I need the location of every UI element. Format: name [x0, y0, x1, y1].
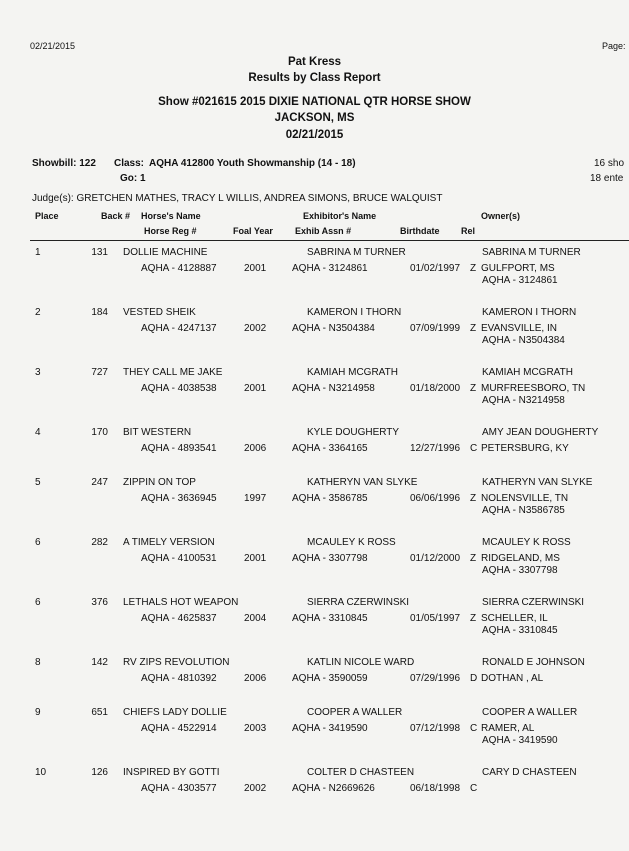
owner-name: MCAULEY K ROSS: [482, 537, 571, 548]
owner-name: SABRINA M TURNER: [482, 247, 581, 258]
exhib-assn: AQHA - 3586785: [292, 493, 368, 504]
exhibitor-name: KYLE DOUGHERTY: [307, 427, 400, 438]
report-title: Results by Class Report: [248, 72, 381, 84]
shown-count: 16 sho: [594, 158, 625, 169]
place: 3: [35, 367, 41, 378]
owner-reg: AQHA - 3307798: [482, 565, 558, 576]
horse-reg: AQHA - 4303577: [141, 783, 217, 794]
birthdate: 12/27/1996: [410, 443, 461, 454]
exhibitor-name: COLTER D CHASTEEN: [307, 767, 415, 778]
horse-reg: AQHA - 4100531: [141, 553, 217, 564]
rel-code: Z: [470, 383, 477, 394]
foal-year: 2001: [244, 383, 267, 394]
foal-year: 1997: [244, 493, 267, 504]
owner-city: PETERSBURG, KY: [481, 443, 569, 454]
foal-year: 2002: [244, 323, 267, 334]
owner-city: RAMER, AL: [481, 723, 535, 734]
horse-name: RV ZIPS REVOLUTION: [123, 657, 230, 668]
show-location: JACKSON, MS: [274, 112, 355, 124]
exhibitor-name: KATHERYN VAN SLYKE: [307, 477, 418, 488]
birthdate: 07/09/1999: [410, 323, 461, 334]
col-exhibitor-name: Exhibitor's Name: [303, 211, 377, 221]
col-back: Back #: [101, 211, 131, 221]
back-number: 142: [91, 657, 108, 668]
rel-code: C: [470, 443, 478, 454]
class-name: AQHA 412800 Youth Showmanship (14 - 18): [149, 158, 356, 169]
owner-name: SIERRA CZERWINSKI: [482, 597, 585, 608]
birthdate: 01/02/1997: [410, 263, 461, 274]
horse-name: INSPIRED BY GOTTI: [123, 767, 220, 778]
exhib-assn: AQHA - N3214958: [292, 383, 375, 394]
owner-city: SCHELLER, IL: [481, 613, 548, 624]
back-number: 170: [91, 427, 108, 438]
birthdate: 01/12/2000: [410, 553, 461, 564]
exhib-assn: AQHA - N2669626: [292, 783, 375, 794]
place: 8: [35, 657, 41, 668]
owner-city: EVANSVILLE, IN: [481, 323, 557, 334]
horse-name: ZIPPIN ON TOP: [123, 477, 196, 488]
go-number: Go: 1: [120, 173, 146, 184]
exhib-assn: AQHA - 3310845: [292, 613, 368, 624]
exhibitor-name: COOPER A WALLER: [307, 707, 403, 718]
exhib-assn: AQHA - 3419590: [292, 723, 368, 734]
horse-reg: AQHA - 4038538: [141, 383, 217, 394]
judges: Judge(s): GRETCHEN MATHES, TRACY L WILLIS, ANDREA SIMONS, BRUCE WALQUIST: [32, 193, 443, 204]
owner-city: MURFREESBORO, TN: [481, 383, 586, 394]
report-name: Pat Kress: [287, 56, 342, 68]
horse-reg: AQHA - 4522914: [141, 723, 217, 734]
horse-name: LETHALS HOT WEAPON: [123, 597, 239, 608]
horse-name: CHIEFS LADY DOLLIE: [123, 707, 227, 718]
owner-city: NOLENSVILLE, TN: [481, 493, 569, 504]
back-number: 247: [91, 477, 108, 488]
owner-name: RONALD E JOHNSON: [482, 657, 585, 668]
owner-name: CARY D CHASTEEN: [482, 767, 577, 778]
exhib-assn: AQHA - N3504384: [292, 323, 375, 334]
horse-name: A TIMELY VERSION: [123, 537, 215, 548]
rel-code: Z: [470, 613, 477, 624]
horse-reg: AQHA - 3636945: [141, 493, 217, 504]
birthdate: 06/06/1996: [410, 493, 461, 504]
exhibitor-name: MCAULEY K ROSS: [307, 537, 396, 548]
place: 1: [35, 247, 41, 258]
header-divider: [30, 240, 629, 241]
foal-year: 2001: [244, 263, 267, 274]
rel-code: D: [470, 673, 478, 684]
horse-name: THEY CALL ME JAKE: [123, 367, 223, 378]
owner-name: COOPER A WALLER: [482, 707, 578, 718]
owner-name: AMY JEAN DOUGHERTY: [482, 427, 599, 438]
exhib-assn: AQHA - 3590059: [292, 673, 368, 684]
col-exhib-assn: Exhib Assn #: [295, 226, 352, 236]
owner-reg: AQHA - N3504384: [482, 335, 565, 346]
col-rel: Rel: [461, 226, 476, 236]
owner-reg: AQHA - N3214958: [482, 395, 565, 406]
back-number: 727: [91, 367, 108, 378]
exhib-assn: AQHA - 3307798: [292, 553, 368, 564]
horse-name: DOLLIE MACHINE: [123, 247, 208, 258]
horse-name: VESTED SHEIK: [123, 307, 196, 318]
foal-year: 2004: [244, 613, 267, 624]
page-label: Page:: [602, 41, 626, 51]
exhibitor-name: SABRINA M TURNER: [307, 247, 406, 258]
rel-code: Z: [470, 553, 477, 564]
back-number: 131: [91, 247, 108, 258]
exhib-assn: AQHA - 3364165: [292, 443, 368, 454]
horse-reg: AQHA - 4625837: [141, 613, 217, 624]
owner-city: GULFPORT, MS: [481, 263, 555, 274]
rel-code: Z: [470, 323, 477, 334]
birthdate: 07/12/1998: [410, 723, 461, 734]
owner-reg: AQHA - 3419590: [482, 735, 558, 746]
horse-name: BIT WESTERN: [123, 427, 192, 438]
owner-city: DOTHAN , AL: [481, 673, 544, 684]
col-birthdate: Birthdate: [400, 226, 440, 236]
place: 10: [35, 767, 47, 778]
print-date: 02/21/2015: [30, 41, 76, 51]
col-horse-name: Horse's Name: [141, 211, 201, 221]
exhibitor-name: KAMIAH MCGRATH: [307, 367, 398, 378]
owner-reg: AQHA - 3310845: [482, 625, 558, 636]
horse-reg: AQHA - 4810392: [141, 673, 217, 684]
birthdate: 06/18/1998: [410, 783, 461, 794]
exhibitor-name: SIERRA CZERWINSKI: [307, 597, 410, 608]
owner-reg: AQHA - 3124861: [482, 275, 558, 286]
col-owner: Owner(s): [481, 211, 521, 221]
horse-reg: AQHA - 4893541: [141, 443, 217, 454]
back-number: 282: [91, 537, 108, 548]
birthdate: 01/18/2000: [410, 383, 461, 394]
place: 5: [35, 477, 41, 488]
birthdate: 01/05/1997: [410, 613, 461, 624]
owner-reg: AQHA - N3586785: [482, 505, 565, 516]
exhibitor-name: KATLIN NICOLE WARD: [307, 657, 415, 668]
back-number: 184: [91, 307, 108, 318]
foal-year: 2002: [244, 783, 267, 794]
entered-count: 18 ente: [590, 173, 624, 184]
owner-name: KATHERYN VAN SLYKE: [482, 477, 593, 488]
show-date: 02/21/2015: [285, 129, 344, 141]
showbill: Showbill: 122: [32, 158, 96, 169]
place: 9: [35, 707, 41, 718]
foal-year: 2006: [244, 443, 267, 454]
back-number: 376: [91, 597, 108, 608]
back-number: 651: [91, 707, 108, 718]
rel-code: Z: [470, 263, 477, 274]
col-foal-year: Foal Year: [233, 226, 273, 236]
foal-year: 2003: [244, 723, 267, 734]
birthdate: 07/29/1996: [410, 673, 461, 684]
place: 4: [35, 427, 41, 438]
owner-name: KAMERON I THORN: [482, 307, 577, 318]
foal-year: 2006: [244, 673, 267, 684]
foal-year: 2001: [244, 553, 267, 564]
horse-reg: AQHA - 4128887: [141, 263, 217, 274]
rel-code: C: [470, 783, 478, 794]
owner-name: KAMIAH MCGRATH: [482, 367, 573, 378]
place: 2: [35, 307, 41, 318]
place: 6: [35, 597, 41, 608]
owner-city: RIDGELAND, MS: [481, 553, 560, 564]
rel-code: C: [470, 723, 478, 734]
col-horse-reg: Horse Reg #: [144, 226, 197, 236]
show-title: Show #021615 2015 DIXIE NATIONAL QTR HORSE SHOW: [158, 96, 471, 108]
class-label: Class:: [114, 158, 145, 169]
back-number: 126: [91, 767, 108, 778]
horse-reg: AQHA - 4247137: [141, 323, 217, 334]
col-place: Place: [35, 211, 59, 221]
exhibitor-name: KAMERON I THORN: [307, 307, 402, 318]
place: 6: [35, 537, 41, 548]
rel-code: Z: [470, 493, 477, 504]
exhib-assn: AQHA - 3124861: [292, 263, 368, 274]
